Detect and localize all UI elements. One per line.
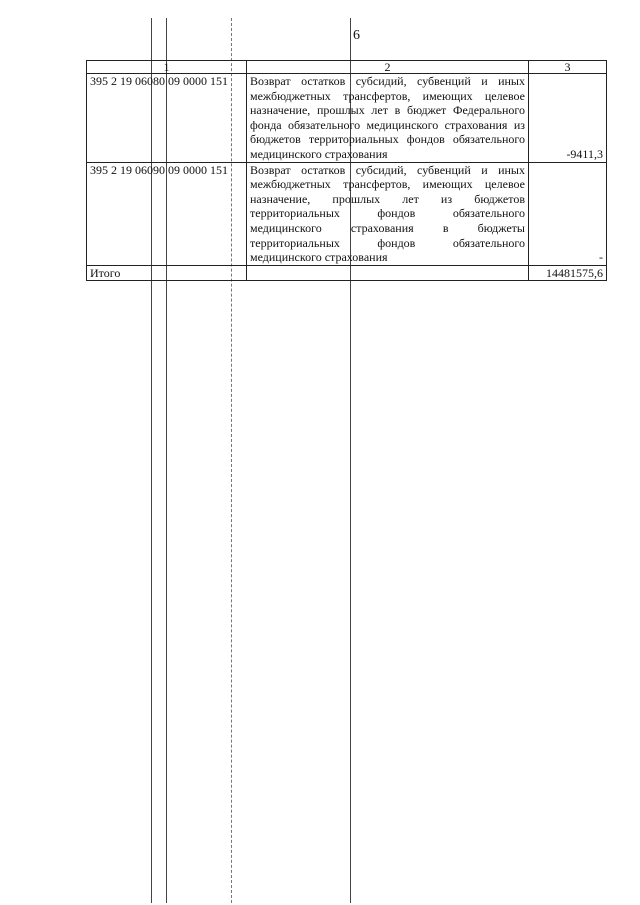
header-row xyxy=(87,61,607,74)
row-description: Возврат остатков субсидий, субвенций и иных межбюджетных трансфертов, имеющих целевое назначение, прошлых лет из бюджетов территориальных фондов обязательного медицинского страхования в бюджеты территориальных фондов обязательного медицинского страхования xyxy=(247,162,529,265)
budget-code: 395 2 19 06090 09 0000 151 xyxy=(87,162,247,265)
row-description: Возврат остатков субсидий, субвенций и иных межбюджетных трансфертов, имеющих целевое назначение, прошлых лет в бюджет Федерального фонда обязательного медицинского страхования из бюджетов территориальных фондов обязательного медицинского страхования xyxy=(247,74,529,163)
total-row xyxy=(87,265,607,281)
total-empty-cell xyxy=(247,265,529,281)
table-row xyxy=(87,162,607,265)
page-number: 6 xyxy=(353,28,360,43)
total-amount: 14481575,6 xyxy=(529,265,607,281)
total-label: Итого xyxy=(87,265,247,281)
header-col-2: 2 xyxy=(247,61,529,74)
budget-code: 395 2 19 06080 09 0000 151 xyxy=(87,74,247,163)
header-col-3: 3 xyxy=(529,61,607,74)
header-col-1: 1 xyxy=(87,61,247,74)
row-amount: - xyxy=(529,162,607,265)
table-row xyxy=(87,74,607,163)
budget-table xyxy=(86,60,607,281)
row-amount: -9411,3 xyxy=(529,74,607,163)
